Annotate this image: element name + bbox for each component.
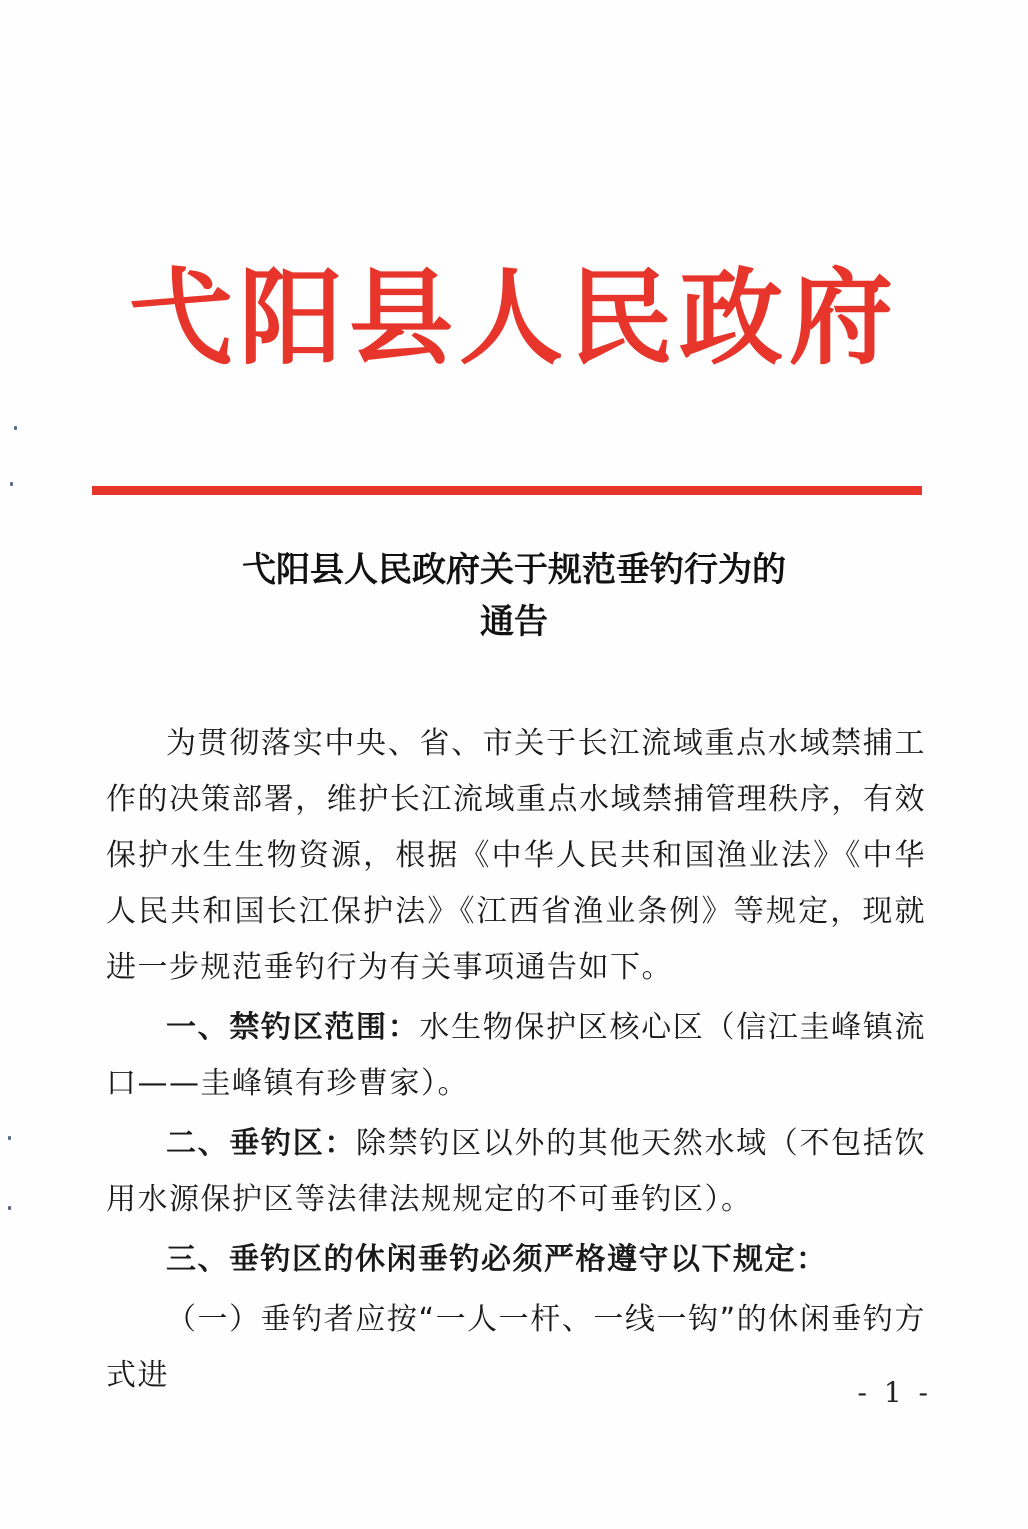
intro-paragraph: 为贯彻落实中央、省、市关于长江流域重点水域禁捕工作的决策部署，维护长江流域重点水域禁捕管理秩序，有效保护水生生物资源，根据《中华人民共和国渔业法》《中华人民共和国长江保护法》《江西省渔业条例》等规定，现就进一步规范垂钓行为有关事项通告如下。 — [106, 726, 926, 985]
section-1-heading: 一、禁钓区范围： — [166, 1010, 420, 1045]
section-1-text: 水生物保护区核心区（信江圭峰镇流口——圭峰镇有珍曹家）。 — [106, 1010, 927, 1101]
section-2-paragraph — [106, 1116, 926, 1228]
document-title-line-1: 弋阳县人民政府关于规范垂钓行为的 — [242, 550, 786, 590]
red-divider-rule — [92, 486, 922, 495]
scan-speck — [8, 1136, 11, 1140]
section-3-paragraph — [106, 1232, 926, 1288]
section-2-text: 除禁钓区以外的其他天然水域（不包括饮用水源保护区等法律法规规定的不可垂钓区）。 — [106, 1126, 927, 1217]
scan-speck — [10, 482, 13, 486]
item-1-paragraph: （一）垂钓者应按“一人一杆、一线一钩”的休闲垂钓方式进 — [106, 1302, 926, 1393]
document-title — [0, 544, 1028, 648]
page-number: - 1 - — [857, 1376, 932, 1409]
scan-speck — [8, 1206, 11, 1210]
masthead-title: 弋阳县人民政府 — [128, 256, 899, 379]
document-body — [106, 716, 926, 1404]
document-title-line-2: 通告 — [480, 602, 548, 642]
section-1-paragraph — [106, 1000, 926, 1112]
section-3-heading: 三、垂钓区的休闲垂钓必须严格遵守以下规定： — [166, 1242, 828, 1277]
section-2-heading: 二、垂钓区： — [166, 1126, 357, 1161]
scan-speck — [14, 426, 17, 430]
